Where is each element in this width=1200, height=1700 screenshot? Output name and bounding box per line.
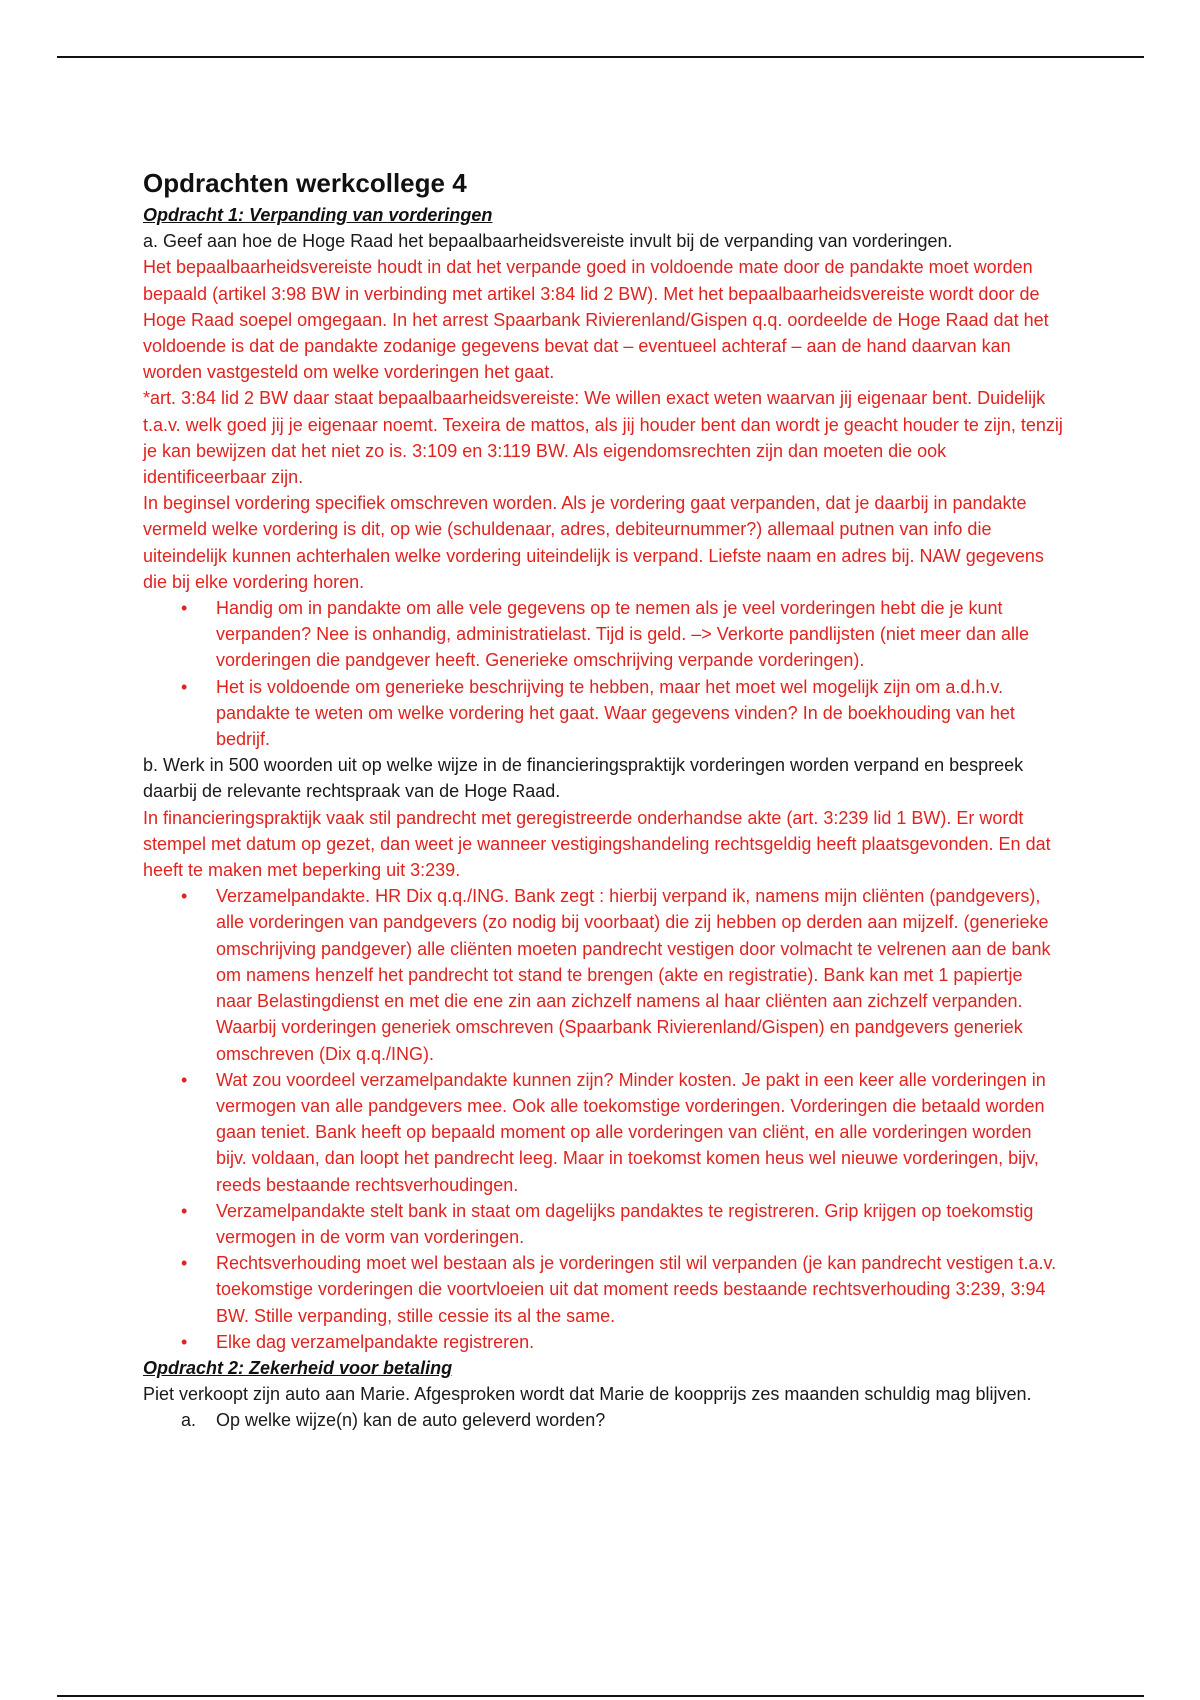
list-item-text: Wat zou voordeel verzamelpandakte kunnen zijn? Minder kosten. Je pakt in een keer alle vorderingen in vermogen van alle pandgevers mee. Ook alle toekomstige vorderingen. Vorderingen die betaald worden gaan teniet. Bank heeft op bepaald moment op alle vorderingen van cliënt, en alle vorderingen worden bijv. voldaan, dan loopt het pandrecht leeg. Maar in toekomst komen heus wel nieuwe vorderingen, bijv, reeds bestaande rechtsverhoudingen. [216, 1069, 1046, 1195]
answer-a-paragraph-3: In beginsel vordering specifiek omschreven worden. Als je vordering gaat verpanden, dat je daarbij in pandakte vermeld welke vordering is dit, op wie (schuldenaar, adres, debiteurnummer?) allemaal putnen van info die uiteindelijk kunnen achterhalen welke vordering uiteindelijk is verpand. Liefste naam en adres bij. NAW gegevens die bij elke vordering horen. [143, 493, 1044, 592]
list-item [143, 1198, 1063, 1250]
answer-b-paragraph-1: In financieringspraktijk vaak stil pandrecht met geregistreerde onderhandse akte (art. 3:239 lid 1 BW). Er wordt stempel met datum op gezet, dan weet je wanneer vestigingshandeling rechtsgeldig heeft plaatsgevonden. En dat heeft te maken met beperking uit 3:239. [143, 807, 1051, 881]
list-item-text: Handig om in pandakte om alle vele gegevens op te nemen als je veel vorderingen hebt die je kunt verpanden? Nee is onhandig, administratielast. Tijd is geld. –> Verkorte pandlijsten (niet meer dan alle vorderingen die pandgever heeft. Generieke omschrijving verpande vorderingen). [216, 598, 1029, 671]
list-item-text: Elke dag verzamelpandakte registreren. [216, 1331, 535, 1352]
bullet-icon: • [181, 886, 188, 907]
list-item-text: Op welke wijze(n) kan de auto geleverd worden? [216, 1410, 606, 1431]
list-item-text: Rechtsverhouding moet wel bestaan als je vorderingen stil wil verpanden (je kan pandrecht vestigen t.a.v. toekomstige vorderingen die voortvloeien uit dat moment reeds bestaande rechtsverhouding 3:239, 3:94 BW. Stille verpanding, stille cessie its al the same. [216, 1253, 1057, 1326]
list-item [143, 1067, 1063, 1198]
opdracht-1-heading: Opdracht 1: Verpanding van vorderingen [143, 205, 493, 225]
list-item-text: Het is voldoende om generieke beschrijving te hebben, maar het moet wel mogelijk zijn om a.d.h.v. pandakte te weten om welke vordering het gaat. Waar gegevens vinden? In de boekhouding van het bedrijf. [216, 676, 1015, 750]
bullet-icon: • [181, 1069, 188, 1090]
document-body [143, 168, 1063, 1434]
bullet-icon: • [181, 1200, 188, 1221]
answer-a-bullet-list [143, 595, 1063, 752]
list-item [143, 1250, 1063, 1329]
question-b: b. Werk in 500 woorden uit op welke wijze in de financieringspraktijk vorderingen worden verpand en bespreek daarbij de relevante rechtspraak van de Hoge Raad. [143, 755, 1024, 802]
list-item-text: Verzamelpandakte stelt bank in staat om dagelijks pandaktes te registreren. Grip krijgen op toekomstig vermogen in de vorm van vorderingen. [216, 1200, 1034, 1247]
bullet-icon: • [181, 598, 188, 619]
list-item [143, 883, 1063, 1066]
opdracht-2-heading: Opdracht 2: Zekerheid voor betaling [143, 1357, 453, 1378]
opdracht-2-question-list [143, 1407, 1063, 1433]
list-item [143, 595, 1063, 674]
bullet-icon: • [181, 1331, 188, 1352]
page-title: Opdrachten werkcollege 4 [143, 168, 467, 198]
answer-b-bullet-list [143, 883, 1063, 1355]
answer-a-paragraph-2: *art. 3:84 lid 2 BW daar staat bepaalbaarheidsvereiste: We willen exact weten waarvan jij eigenaar bent. Duidelijk t.a.v. welk goed jij je eigenaar noemt. Texeira de mattos, als jij houder bent dan wordt je geacht houder te zijn, tenzij je kan bewijzen dat het niet zo is. 3:109 en 3:119 BW. Als eigendomsrechten zijn dan moeten die ook identificeerbaar zijn. [143, 388, 1063, 488]
list-item [143, 1407, 1063, 1433]
bullet-icon: • [181, 676, 188, 697]
list-item [143, 1329, 1063, 1355]
list-item-text: Verzamelpandakte. HR Dix q.q./ING. Bank zegt : hierbij verpand ik, namens mijn cliënten (pandgevers), alle vorderingen van pandgevers (zo nodig bij voorbaat) die zij hebben op derden aan mijzelf. (generieke omschrijving pandgever) alle cliënten moeten pandrecht vestigen door volmacht te velrenen aan de bank om namens henzelf het pandrecht tot stand te brengen (akte en registratie). Bank kan met 1 papiertje naar Belastingdienst en met die ene zin aan zichzelf namens al haar cliënten aan zichzelf verpanden. Waarbij vorderingen generiek omschreven (Spaarbank Rivierenland/Gispen) en pandgevers generiek omschreven (Dix q.q./ING). [216, 886, 1051, 1064]
answer-a-paragraph-1: Het bepaalbaarheidsvereiste houdt in dat het verpande goed in voldoende mate door de pandakte moet worden bepaald (artikel 3:98 BW in verbinding met artikel 3:84 lid 2 BW). Met het bepaalbaarheidsvereiste wordt door de Hoge Raad soepel omgegaan. In het arrest Spaarbank Rivierenland/Gispen q.q. oordeelde de Hoge Raad dat het voldoende is dat de pandakte zodanige gegevens bevat dat – eventueel achteraf – aan de hand daarvan kan worden vastgesteld om welke vorderingen het gaat. [143, 257, 1049, 383]
header-rule [57, 56, 1144, 58]
footer-rule [57, 1695, 1144, 1697]
opdracht-2-intro: Piet verkoopt zijn auto aan Marie. Afgesproken wordt dat Marie de koopprijs zes maanden schuldig mag blijven. [143, 1384, 1032, 1405]
list-marker: a. [181, 1410, 197, 1431]
bullet-icon: • [181, 1253, 188, 1274]
question-a: a. Geef aan hoe de Hoge Raad het bepaalbaarheidsvereiste invult bij de verpanding van vorderingen. [143, 231, 953, 252]
list-item [143, 674, 1063, 753]
